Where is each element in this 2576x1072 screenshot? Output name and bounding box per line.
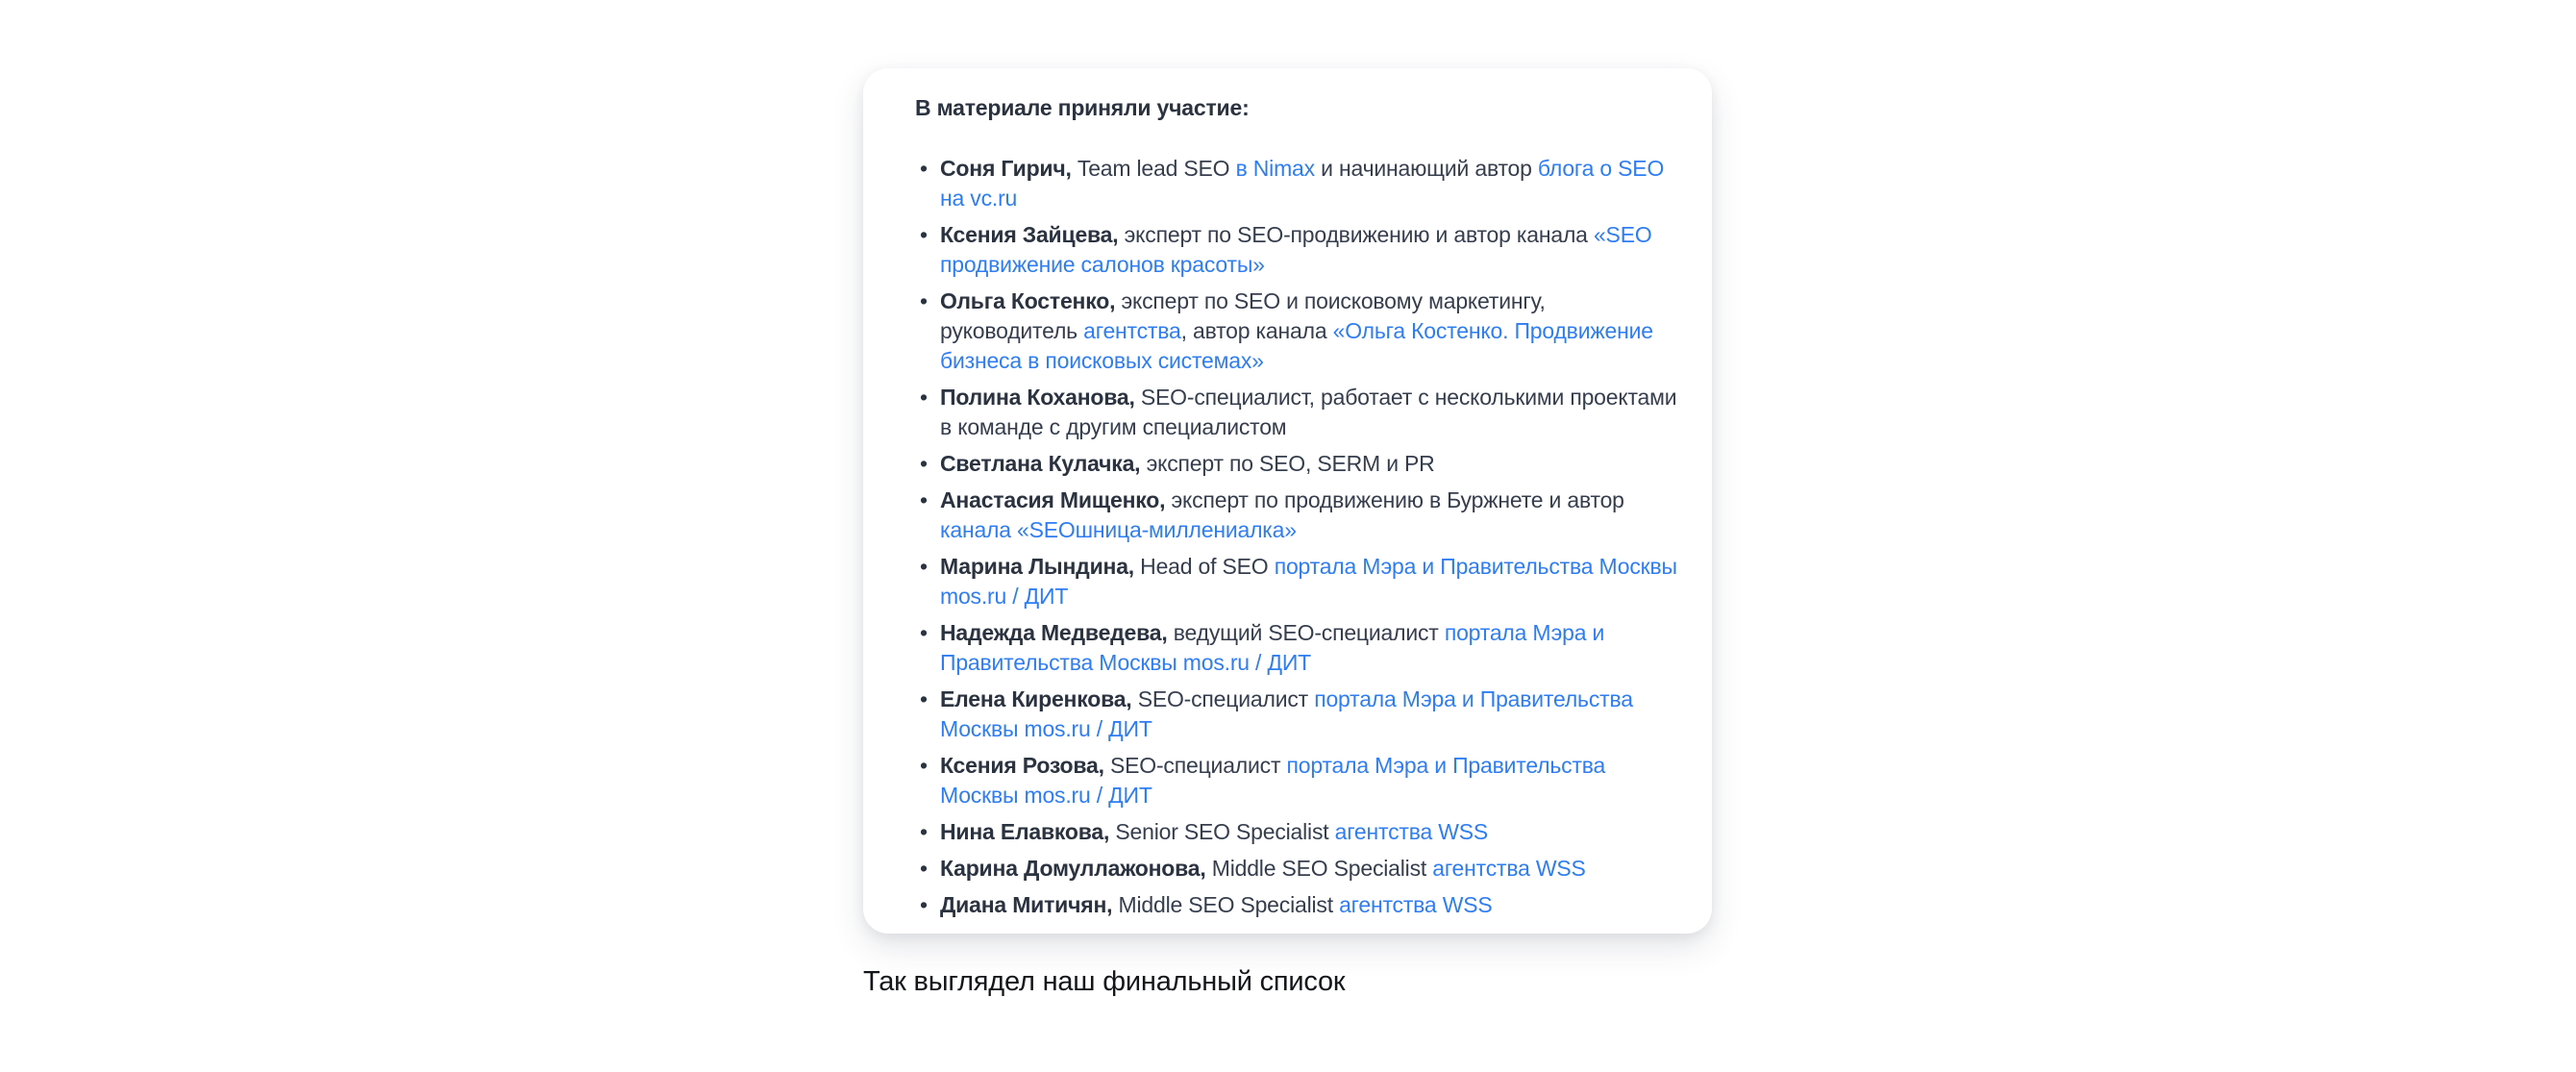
participant-name: Светлана Кулачка, xyxy=(940,451,1141,476)
participant-text: эксперт по продвижению в Буржнете и автор xyxy=(1165,487,1624,512)
participant-text: SEO-специалист xyxy=(1103,753,1287,778)
participant-name: Полина Коханова, xyxy=(940,385,1135,410)
participant-link[interactable]: портала Мэра и Правительства Москвы mos.ru / ДИТ xyxy=(940,620,1605,675)
participant-text: Middle SEO Specialist xyxy=(1112,892,1340,917)
participant-item xyxy=(940,685,1677,744)
participant-link[interactable]: канала «SEOшница-миллениалка» xyxy=(940,517,1297,542)
participant-item xyxy=(940,854,1677,884)
participant-item xyxy=(940,449,1677,479)
participant-text: эксперт по SEO-продвижению и автор канала xyxy=(1118,222,1594,247)
participant-item xyxy=(940,486,1677,545)
participant-link[interactable]: агентства xyxy=(1083,318,1181,343)
participant-text: SEO-специалист xyxy=(1131,686,1315,711)
participant-item xyxy=(940,618,1677,678)
participant-text: и начинающий автор xyxy=(1314,156,1538,181)
participant-item xyxy=(940,817,1677,847)
participant-link[interactable]: в Nimax xyxy=(1235,156,1315,181)
participant-item xyxy=(940,154,1677,213)
participant-text: эксперт по SEO и поисковому маркетингу, руководитель xyxy=(940,288,1546,343)
participant-text: эксперт по SEO, SERM и PR xyxy=(1140,451,1435,476)
participant-name: Диана Митичян, xyxy=(940,892,1113,917)
participant-text: SEO-специалист, работает с несколькими проектами в команде с другим специалистом xyxy=(940,385,1677,439)
participant-name: Анастасия Мищенко, xyxy=(940,487,1166,512)
participant-text: ведущий SEO-специалист xyxy=(1167,620,1445,645)
participant-link[interactable]: блога о SEO на vc.ru xyxy=(940,156,1665,211)
participant-link[interactable]: «SEO продвижение салонов красоты» xyxy=(940,222,1652,277)
participant-item xyxy=(940,287,1677,376)
participant-link[interactable]: портала Мэра и Правительства Москвы mos.ru / ДИТ xyxy=(940,554,1677,609)
participant-link[interactable]: агентства WSS xyxy=(1339,892,1493,917)
participant-text: Senior SEO Specialist xyxy=(1109,819,1335,844)
participant-name: Марина Лындина, xyxy=(940,554,1134,579)
participant-link[interactable]: агентства WSS xyxy=(1334,819,1489,844)
participant-name: Ольга Костенко, xyxy=(940,288,1116,313)
participant-text: , автор канала xyxy=(1180,318,1333,343)
participant-text: Middle SEO Specialist xyxy=(1205,856,1433,881)
participant-link[interactable]: агентства WSS xyxy=(1432,856,1586,881)
participant-name: Надежда Медведева, xyxy=(940,620,1168,645)
participant-name: Карина Домуллажонова, xyxy=(940,856,1206,881)
participant-link[interactable]: портала Мэра и Правительства Москвы mos.ru / ДИТ xyxy=(940,686,1633,741)
participants-card xyxy=(863,68,1712,934)
participant-item xyxy=(940,751,1677,810)
participant-name: Соня Гирич, xyxy=(940,156,1072,181)
participant-item xyxy=(940,552,1677,611)
card-heading: В материале приняли участие: xyxy=(915,95,1250,120)
participant-name: Ксения Розова, xyxy=(940,753,1104,778)
participants-list xyxy=(915,154,1677,920)
participant-link[interactable]: «Ольга Костенко. Продвижение бизнеса в поисковых системах» xyxy=(940,318,1653,373)
participant-item xyxy=(940,220,1677,280)
participant-item xyxy=(940,890,1677,920)
participant-name: Ксения Зайцева, xyxy=(940,222,1119,247)
participant-text: Team lead SEO xyxy=(1071,156,1236,181)
participant-link[interactable]: портала Мэра и Правительства Москвы mos.ru / ДИТ xyxy=(940,753,1606,808)
participant-item xyxy=(940,383,1677,442)
participant-name: Нина Елавкова, xyxy=(940,819,1110,844)
participant-name: Елена Киренкова, xyxy=(940,686,1132,711)
participant-text: Head of SEO xyxy=(1133,554,1275,579)
figure-caption: Так выглядел наш финальный список xyxy=(863,966,1346,997)
